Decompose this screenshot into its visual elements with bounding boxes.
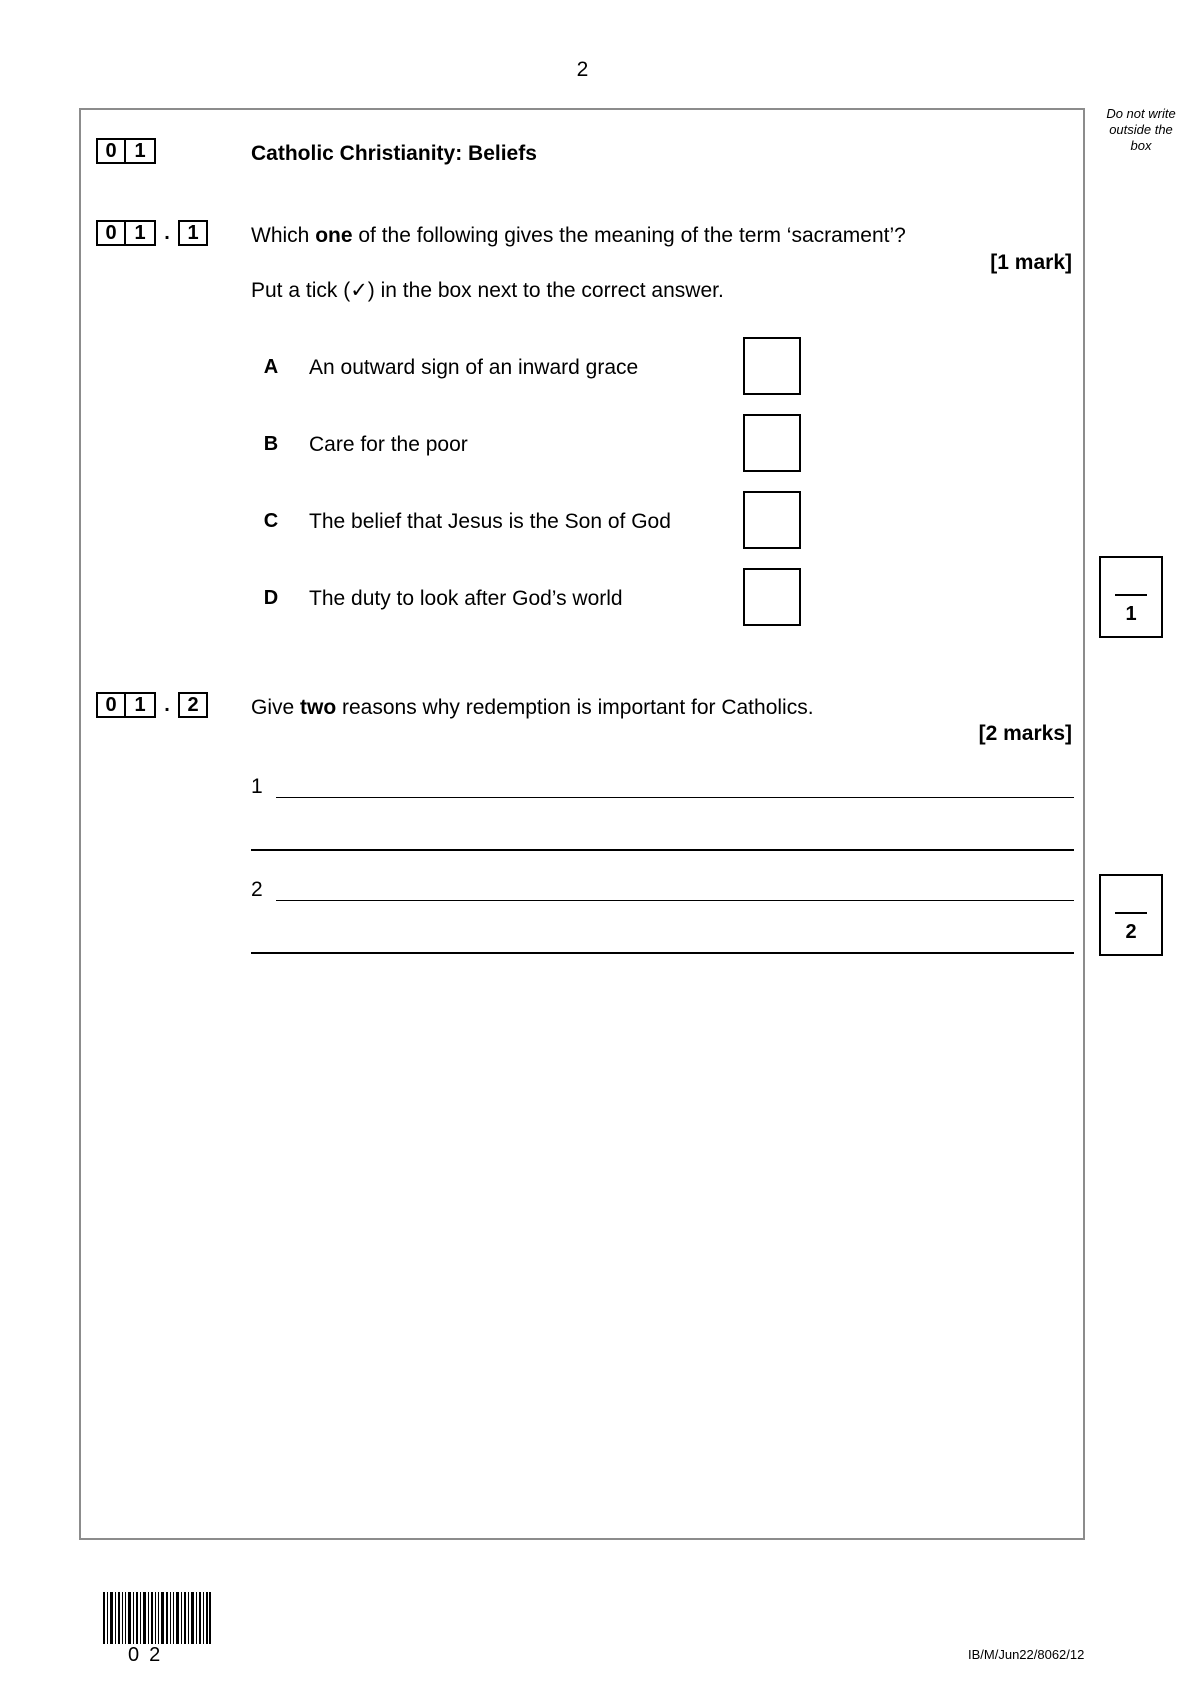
option-letter-c: C bbox=[263, 510, 279, 532]
section-title: Catholic Christianity: Beliefs bbox=[251, 142, 537, 165]
option-text-b: Care for the poor bbox=[309, 433, 468, 456]
marks-label-01-1: [1 mark] bbox=[990, 251, 1072, 274]
answer-line-label-1: 1 bbox=[251, 775, 263, 798]
tick-box-d[interactable] bbox=[743, 568, 801, 626]
tick-box-b[interactable] bbox=[743, 414, 801, 472]
option-letter-d: D bbox=[263, 587, 279, 609]
option-letter-a: A bbox=[263, 356, 279, 378]
tick-box-a[interactable] bbox=[743, 337, 801, 395]
answer-line-label-2: 2 bbox=[251, 878, 263, 901]
examiner-mark-box-01-2: 2 bbox=[1099, 874, 1163, 956]
page-number: 2 bbox=[576, 58, 589, 81]
section-number: 0 1 bbox=[96, 138, 156, 164]
question-number-01-1: 0 1 . 1 bbox=[96, 220, 208, 246]
question-number-01-2: 0 1 . 2 bbox=[96, 692, 208, 718]
barcode-number: 02 bbox=[128, 1644, 171, 1666]
question-text-01-1: Which one of the following gives the meaning of the term ‘sacrament’? bbox=[251, 224, 906, 247]
tick-box-c[interactable] bbox=[743, 491, 801, 549]
option-text-d: The duty to look after God’s world bbox=[309, 587, 623, 610]
answer-line-2b[interactable] bbox=[251, 952, 1074, 954]
option-text-c: The belief that Jesus is the Son of God bbox=[309, 510, 671, 533]
answer-line-2a[interactable] bbox=[276, 900, 1074, 901]
option-text-a: An outward sign of an inward grace bbox=[309, 356, 639, 379]
barcode-icon bbox=[103, 1592, 211, 1644]
margin-note: Do not write outside the box bbox=[1106, 106, 1176, 153]
marks-label-01-2: [2 marks] bbox=[978, 722, 1072, 745]
answer-line-1b[interactable] bbox=[251, 849, 1074, 851]
question-text-01-2: Give two reasons why redemption is important for Catholics. bbox=[251, 696, 814, 719]
option-letter-b: B bbox=[263, 433, 279, 455]
examiner-mark-box-01-1: 1 bbox=[1099, 556, 1163, 638]
instruction-text: Put a tick (✓) in the box next to the correct answer. bbox=[251, 279, 724, 302]
answer-frame bbox=[79, 108, 1085, 1540]
paper-reference-code: IB/M/Jun22/8062/12 bbox=[968, 1647, 1085, 1662]
answer-line-1a[interactable] bbox=[276, 797, 1074, 798]
